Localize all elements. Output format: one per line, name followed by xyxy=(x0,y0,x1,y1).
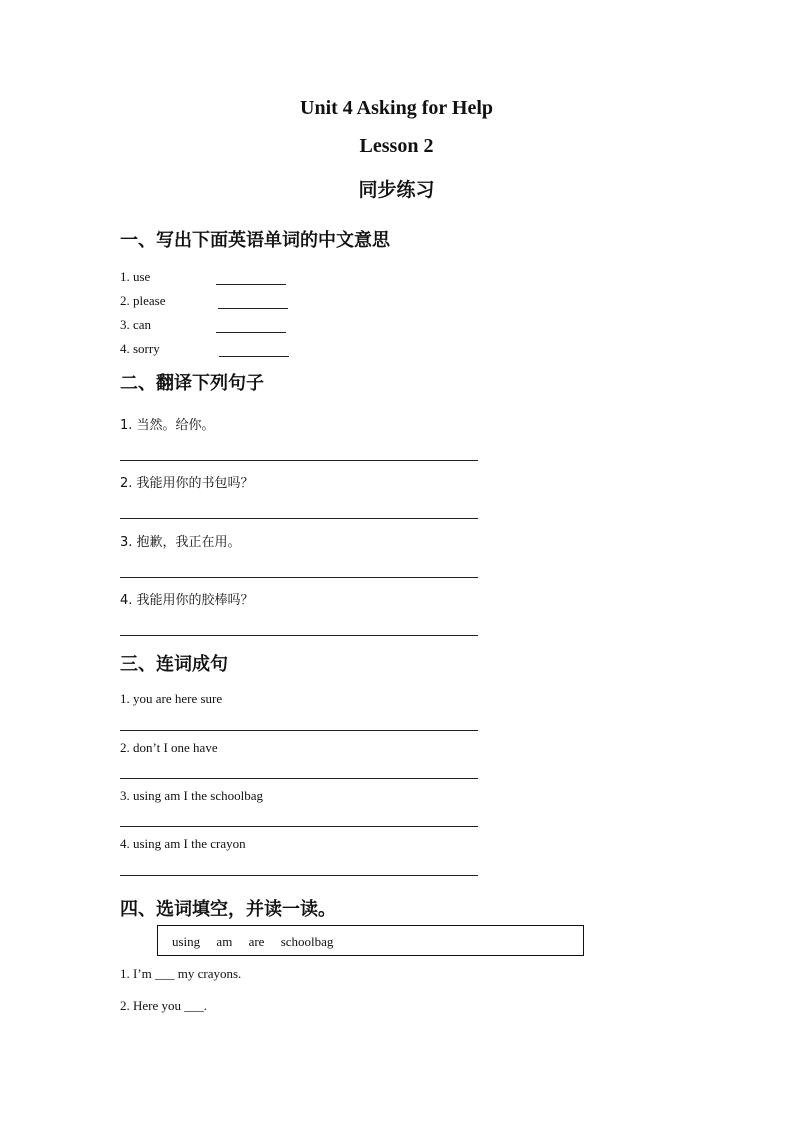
answer-line xyxy=(120,577,478,578)
answer-line xyxy=(120,826,478,827)
lesson-title: Lesson 2 xyxy=(359,135,434,157)
answer-line xyxy=(120,518,478,519)
section-2-heading: 二、翻译下列句子 xyxy=(120,373,264,394)
section-4-heading: 四、选词填空，并读一读。 xyxy=(120,899,336,920)
vocab-item: 4. sorry xyxy=(120,341,160,356)
vocab-item: 3. can xyxy=(120,317,152,332)
translate-item: 2. 我能用你的书包吗？ xyxy=(120,476,254,491)
answer-line xyxy=(218,308,288,309)
answer-line xyxy=(216,332,286,333)
fill-blank-item: 1. I’m ___ my crayons. xyxy=(120,966,242,981)
word-bank-word: are xyxy=(248,934,265,949)
page-title: Unit 4 Asking for Help xyxy=(300,97,493,119)
sentence-item: 4. using am I the crayon xyxy=(120,836,246,851)
translate-item: 1. 当然。给你。 xyxy=(120,418,215,433)
sentence-item: 2. don’t I one have xyxy=(120,740,218,755)
fill-blank-item: 2. Here you ___. xyxy=(120,998,208,1013)
word-bank-word: schoolbag xyxy=(280,934,334,949)
page-subtitle: 同步练习 xyxy=(358,179,435,201)
answer-line xyxy=(120,635,478,636)
answer-line xyxy=(120,460,478,461)
sentence-item: 3. using am I the schoolbag xyxy=(120,788,263,803)
vocab-item: 1. use xyxy=(120,269,151,284)
word-bank-word: using xyxy=(172,934,201,949)
answer-line xyxy=(216,284,286,285)
word-bank xyxy=(172,934,346,950)
section-1-heading: 一、写出下面英语单词的中文意思 xyxy=(120,230,390,251)
word-bank-box xyxy=(157,925,584,956)
vocab-item: 2. please xyxy=(120,293,166,308)
word-bank-word: am xyxy=(216,934,233,949)
sentence-item: 1. you are here sure xyxy=(120,691,223,706)
answer-line xyxy=(120,875,478,876)
answer-line xyxy=(120,778,478,779)
translate-item: 4. 我能用你的胶棒吗？ xyxy=(120,593,254,608)
section-3-heading: 三、连词成句 xyxy=(120,654,228,675)
translate-item: 3. 抱歉，我正在用。 xyxy=(120,535,241,550)
answer-line xyxy=(120,730,478,731)
answer-line xyxy=(219,356,289,357)
